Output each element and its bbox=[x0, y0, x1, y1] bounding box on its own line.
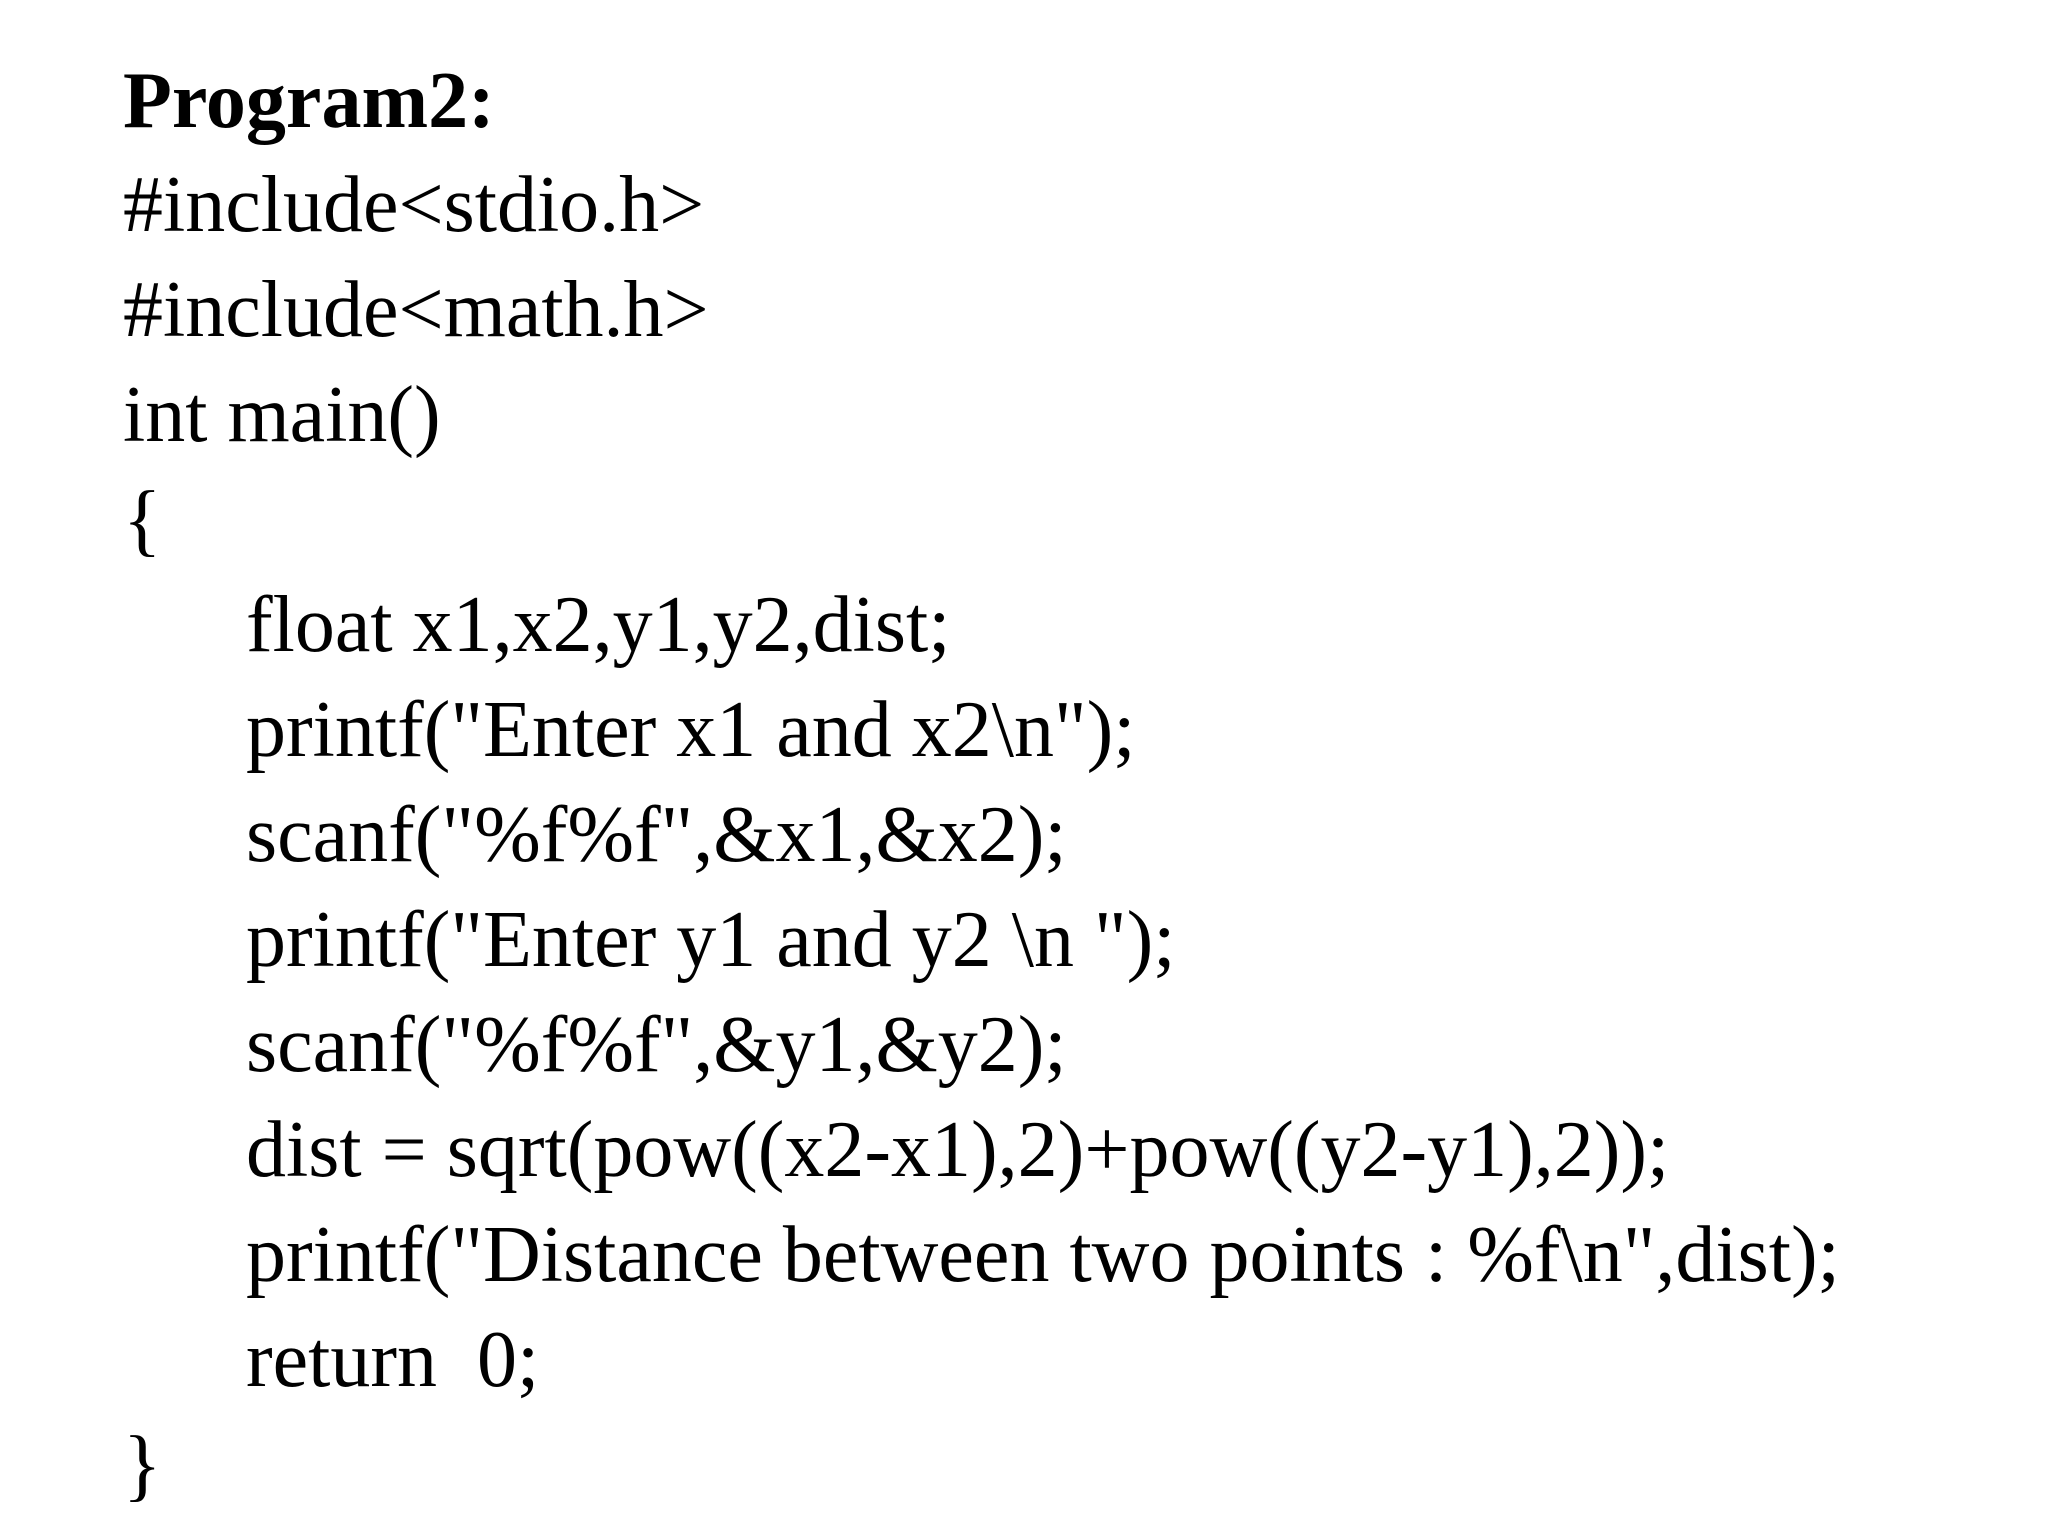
code-line-scanf-x-values: scanf("%f%f",&x1,&x2); bbox=[246, 791, 1067, 879]
code-line-include-math: #include<math.h> bbox=[123, 266, 709, 354]
code-line-main-signature: int main() bbox=[123, 371, 441, 459]
program-title: Program2: bbox=[123, 57, 495, 145]
code-line-printf-x-prompt: printf("Enter x1 and x2\n"); bbox=[246, 686, 1136, 774]
code-line-scanf-y-values: scanf("%f%f",&y1,&y2); bbox=[246, 1001, 1067, 1089]
code-line-close-brace: } bbox=[123, 1421, 162, 1509]
code-line-distance-formula: dist = sqrt(pow((x2-x1),2)+pow((y2-y1),2)); bbox=[246, 1106, 1670, 1194]
code-line-return-statement: return 0; bbox=[246, 1316, 540, 1404]
code-line-float-declaration: float x1,x2,y1,y2,dist; bbox=[246, 581, 951, 669]
code-line-include-stdio: #include<stdio.h> bbox=[123, 161, 705, 249]
code-line-printf-distance: printf("Distance between two points : %f\n",dist); bbox=[246, 1211, 1840, 1299]
code-line-open-brace: { bbox=[123, 476, 162, 564]
code-line-printf-y-prompt: printf("Enter y1 and y2 \n "); bbox=[246, 896, 1176, 984]
